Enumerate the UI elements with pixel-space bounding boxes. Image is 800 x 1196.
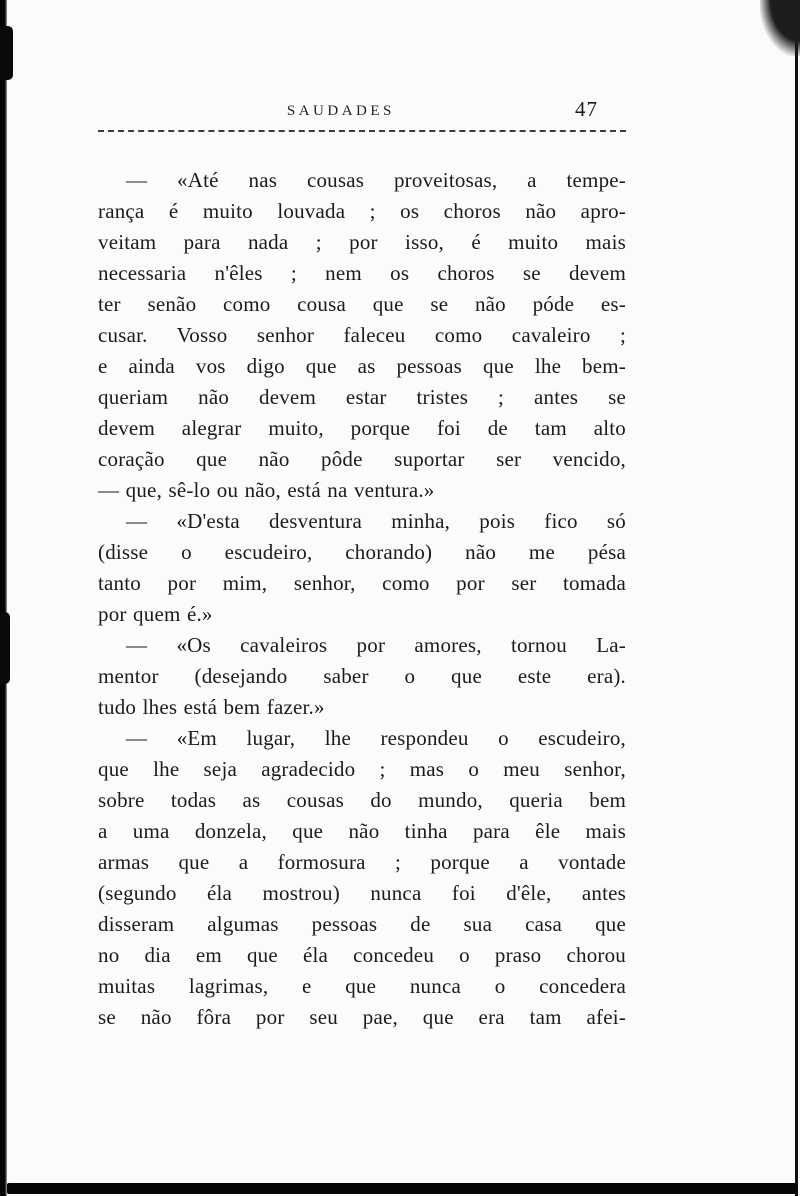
page-content xyxy=(98,97,626,1033)
page-body xyxy=(98,165,626,1033)
header-rule xyxy=(98,130,626,132)
scan-edge-notch xyxy=(0,612,10,684)
scan-edge-bottom xyxy=(7,1183,797,1194)
text-line: cusar. Vosso senhor faleceu como cavaleiro ; xyxy=(98,323,626,347)
text-line: que lhe seja agradecido ; mas o meu senhor, xyxy=(98,757,626,781)
text-line: (segundo éla mostrou) nunca foi d'êle, antes xyxy=(98,881,626,905)
text-line: — «Em lugar, lhe respondeu o escudeiro, xyxy=(126,726,626,750)
text-line: — «D'esta desventura minha, pois fico só xyxy=(126,509,626,533)
text-line: — que, sê-lo ou não, está na ventura.» xyxy=(98,478,435,502)
scan-edge-notch xyxy=(0,26,13,80)
text-line: e ainda vos digo que as pessoas que lhe bem- xyxy=(98,354,626,378)
text-line: muitas lagrimas, e que nunca o concedera xyxy=(98,974,626,998)
text-line: por quem é.» xyxy=(98,602,213,626)
text-line: veitam para nada ; por isso, é muito mais xyxy=(98,230,626,254)
paragraph xyxy=(98,165,626,506)
scan-edge-right xyxy=(795,0,798,1196)
text-line: se não fôra por seu pae, que era tam afei- xyxy=(98,1005,626,1029)
text-line: armas que a formosura ; porque a vontade xyxy=(98,850,626,874)
text-line: a uma donzela, que não tinha para êle mais xyxy=(98,819,626,843)
text-line: no dia em que éla concedeu o praso chorou xyxy=(98,943,626,967)
scan-edge-left xyxy=(0,0,7,1196)
running-header-title: SAUDADES xyxy=(286,103,395,119)
page-number: 47 xyxy=(575,97,598,121)
text-line: disseram algumas pessoas de sua casa que xyxy=(98,912,626,936)
text-line: coração que não pôde suportar ser vencido, xyxy=(98,447,626,471)
text-line: tanto por mim, senhor, como por ser tomada xyxy=(98,571,626,595)
scan-corner-smudge xyxy=(760,0,800,56)
running-header xyxy=(98,97,626,124)
text-line: mentor (desejando saber o que este era). xyxy=(98,664,626,688)
text-line: — «Até nas cousas proveitosas, a tempe- xyxy=(126,168,626,192)
text-line: (disse o escudeiro, chorando) não me pésa xyxy=(98,540,626,564)
text-line: ter senão como cousa que se não póde es- xyxy=(98,292,626,316)
paragraph xyxy=(98,506,626,630)
text-line: devem alegrar muito, porque foi de tam alto xyxy=(98,416,626,440)
paragraph xyxy=(98,723,626,1033)
paragraph xyxy=(98,630,626,723)
text-line: necessaria n'êles ; nem os choros se devem xyxy=(98,261,626,285)
text-line: sobre todas as cousas do mundo, queria bem xyxy=(98,788,626,812)
text-line: tudo lhes está bem fazer.» xyxy=(98,695,325,719)
text-line: queriam não devem estar tristes ; antes se xyxy=(98,385,626,409)
text-line: — «Os cavaleiros por amores, tornou La- xyxy=(126,633,626,657)
text-line: rança é muito louvada ; os choros não apro- xyxy=(98,199,626,223)
